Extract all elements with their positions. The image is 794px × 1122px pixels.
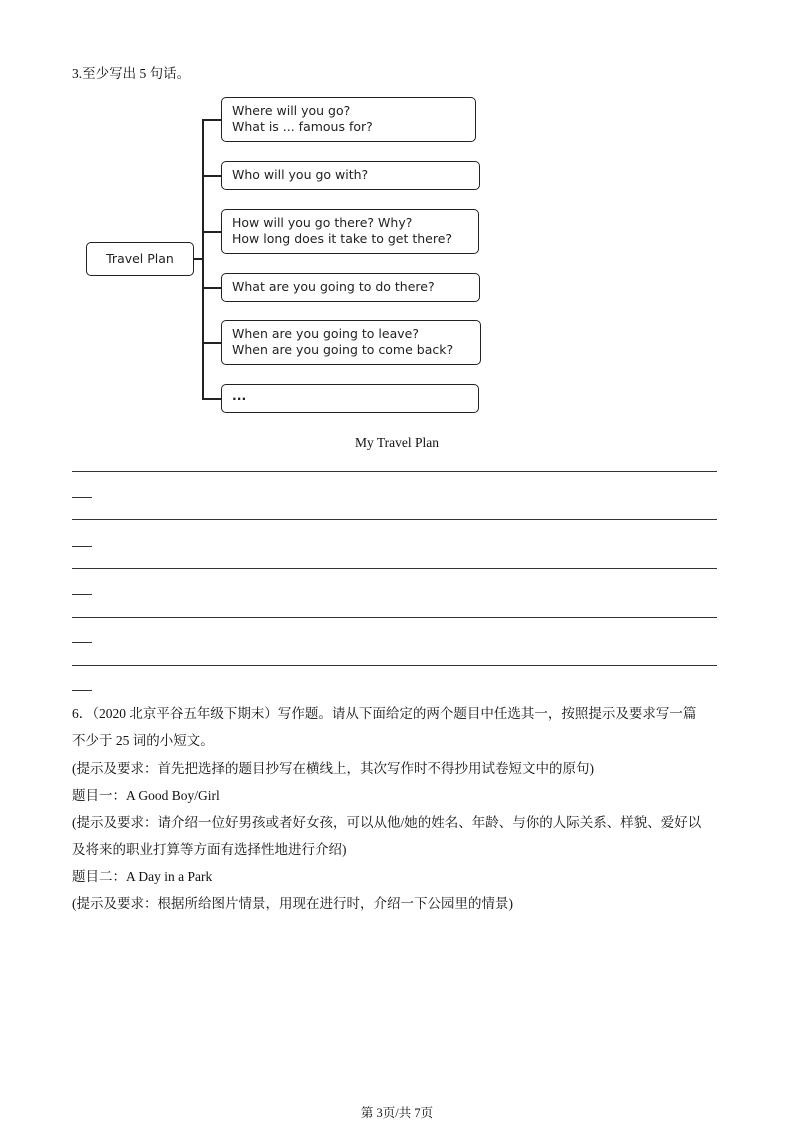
answer-line xyxy=(72,471,717,472)
branch-line: ... xyxy=(232,388,247,403)
mind-map-branch xyxy=(221,384,479,413)
branch-line: What are you going to do there? xyxy=(232,279,435,294)
connector-branch-1 xyxy=(202,119,221,121)
mind-map-branch xyxy=(221,161,480,190)
writing-title: My Travel Plan xyxy=(354,435,439,450)
mind-map-branch xyxy=(221,97,476,142)
branch-line: What is ... famous for? xyxy=(232,119,373,134)
answer-line-stub xyxy=(72,497,92,498)
branch-line: How long does it take to get there? xyxy=(232,231,453,246)
topic-1-hint-line-1: (提示及要求：请介绍一位好男孩或者好女孩，可以从他/她的姓名、年龄、与你的人际关系、样貌、爱好以 xyxy=(72,815,702,830)
topic-2-title: 题目二：A Day in a Park xyxy=(72,869,213,884)
branch-line: When are you going to leave? xyxy=(232,326,419,341)
answer-line xyxy=(72,665,717,666)
answer-line-stub xyxy=(72,546,92,547)
answer-line-stub xyxy=(72,690,92,691)
topic-1-hint-line-2: 及将来的职业打算等方面有选择性地进行介绍) xyxy=(72,842,347,857)
mind-map-branch xyxy=(221,209,479,254)
branch-line: How will you go there? Why? xyxy=(232,215,413,230)
mind-map-branch xyxy=(221,273,480,302)
mind-map-root xyxy=(86,242,194,276)
connector-branch-3 xyxy=(202,231,221,233)
answer-line xyxy=(72,519,717,520)
answer-line xyxy=(72,568,717,569)
page-number: 第 3页/共 7页 xyxy=(360,1106,434,1120)
question-6-requirement: (提示及要求：首先把选择的题目抄写在横线上，其次写作时不得抄用试卷短文中的原句) xyxy=(72,761,594,776)
answer-line-stub xyxy=(72,594,92,595)
question-6-line-2: 不少于 25 词的小短文。 xyxy=(72,733,214,748)
branch-line: Where will you go? xyxy=(232,103,351,118)
branch-line: Who will you go with? xyxy=(232,167,369,182)
connector-branch-4 xyxy=(202,287,221,289)
connector-branch-2 xyxy=(202,175,221,177)
answer-line-stub xyxy=(72,642,92,643)
topic-2-hint: (提示及要求：根据所给图片情景，用现在进行时，介绍一下公园里的情景) xyxy=(72,896,513,911)
mind-map-root-label: Travel Plan xyxy=(106,251,174,266)
answer-line xyxy=(72,617,717,618)
mind-map-branch xyxy=(221,320,481,365)
connector-branch-5 xyxy=(202,342,221,344)
question-3-heading: 3.至少写出 5 句话。 xyxy=(72,66,191,81)
question-6-line-1: 6．（2020 北京平谷五年级下期末）写作题。请从下面给定的两个题目中任选其一，按照提示及要求写一篇 xyxy=(72,706,697,721)
topic-1-title: 题目一：A Good Boy/Girl xyxy=(72,788,220,803)
connector-trunk xyxy=(202,119,204,398)
branch-line: When are you going to come back? xyxy=(232,342,454,357)
connector-branch-6 xyxy=(202,398,221,400)
